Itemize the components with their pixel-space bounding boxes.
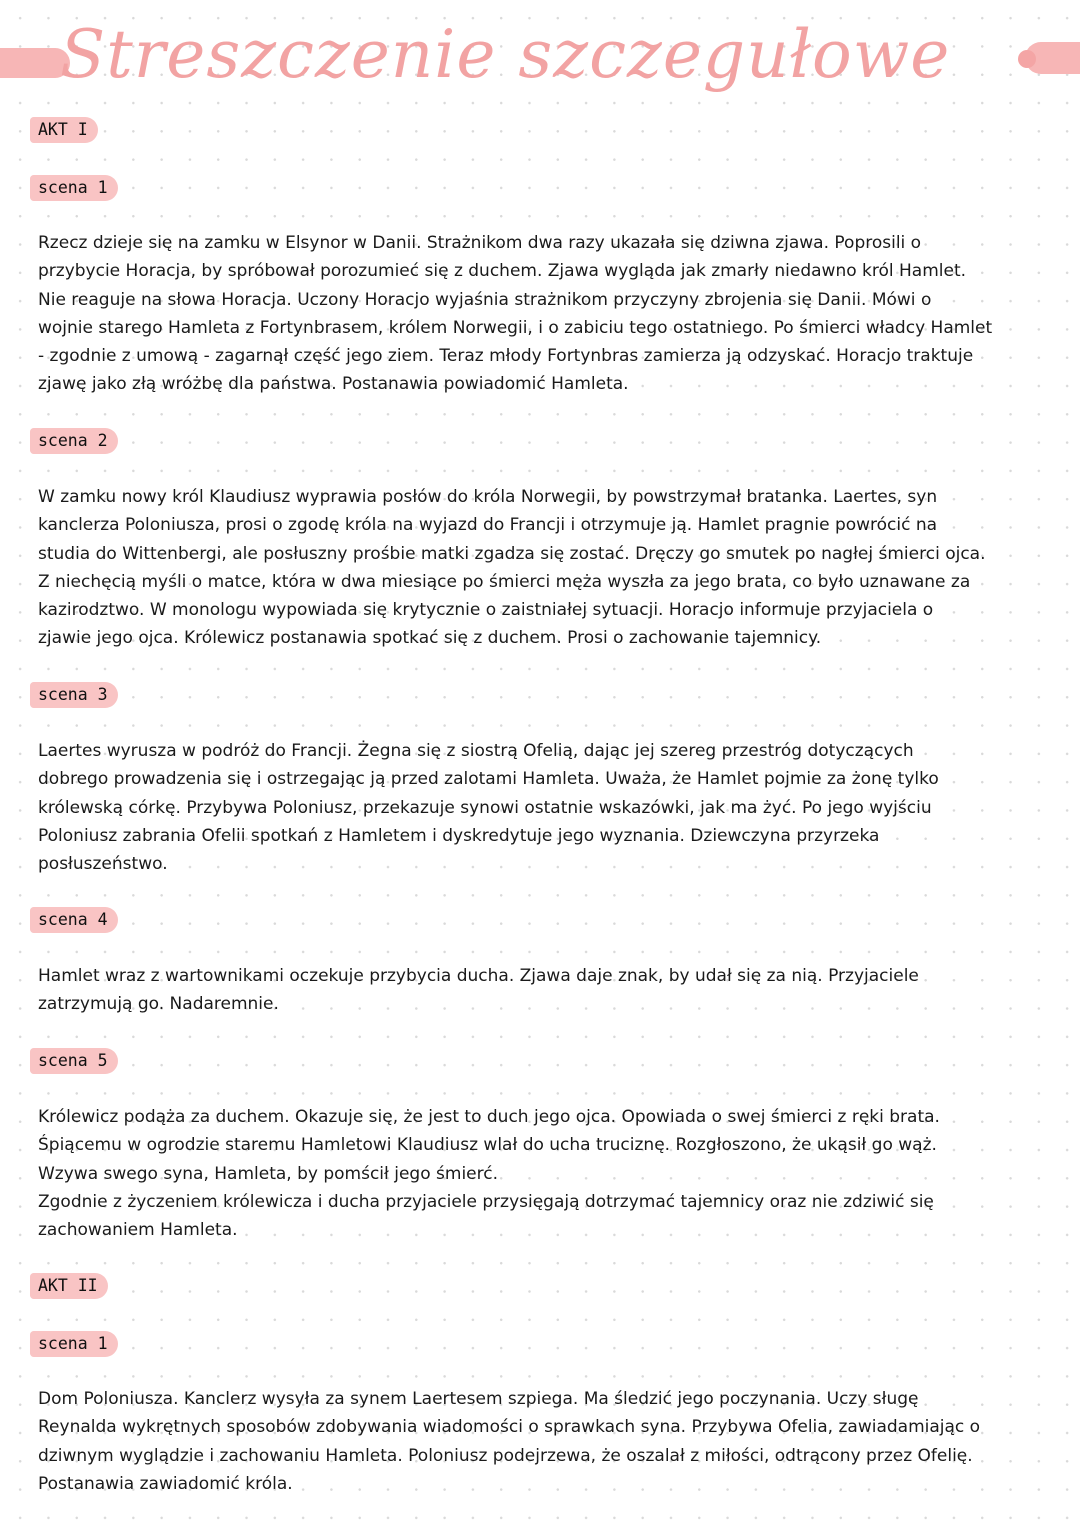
scene-heading: scena 1 bbox=[30, 1331, 118, 1357]
scene-summary: Królewicz podąża za duchem. Okazuje się, że jest to duch jego ojca. Opowiada o swej śmierci z ręki brata. Śpiącemu w ogrodzie staremu Hamletowi Klaudiusz wlał do ucha truciznę. Rozgłoszono, że ukąsił go wąż. Wzywa swego syna, Hamleta, by pomścił jego śmierć. Zgodnie z życzeniem królewicza i ducha przyjaciele przysięgają dotrzymać tajemnicy oraz nie zdziwić się zachowaniem Hamleta. bbox=[38, 1107, 940, 1241]
scene-summary: Laertes wyrusza w podróż do Francji. Żegna się z siostrą Ofelią, dając jej szereg przestróg dotyczących dobrego prowadzenia się i ostrzegając ją przed zalotami Hamleta. Uważa, że Hamlet pojmie za żonę tylko królewską córkę. Przybywa Poloniusz, przekazuje synowi ostatnie wskazówki, jak ma żyć. Po jego wyjściu Poloniusz zabrania Ofelii spotkań z Hamletem i dyskredytuje jego wyznania. Dziewczyna przyrzeka posłuszeństwo. bbox=[38, 741, 939, 875]
page-title: Streszczenie szczegułowe bbox=[60, 16, 951, 93]
scene-summary: Dom Poloniusza. Kanclerz wysyła za synem Laertesem szpiega. Ma śledzić jego poczynania. Uczy sługę Reynalda wykrętnych sposobów zdobywania wiadomości o sprawkach syna. Przybywa Ofelia, zawiadamiając o dziwnym wyglądzie i zachowaniu Hamleta. Poloniusz podejrzewa, że oszalał z miłości, odtrącony przez Ofelię. Postanawia zawiadomić króla. bbox=[38, 1389, 981, 1494]
title-decoration-dot bbox=[1018, 50, 1036, 68]
scene-heading: scena 2 bbox=[30, 428, 118, 454]
act-heading: AKT II bbox=[30, 1273, 108, 1299]
scene-heading: scena 5 bbox=[30, 1048, 118, 1074]
scene-heading: scena 1 bbox=[30, 175, 118, 201]
scene-heading: scena 3 bbox=[30, 682, 118, 708]
scene-heading: scena 4 bbox=[30, 907, 118, 933]
scene-summary: Rzecz dzieje się na zamku w Elsynor w Danii. Strażnikom dwa razy ukazała się dziwna zjawa. Poprosili o przybycie Horacja, by spróbował porozumieć się z duchem. Zjawa wygląda jak zmarły niedawno król Hamlet. Nie reaguje na słowa Horacja. Uczony Horacjo wyjaśnia strażnikom przyczyny zbrojenia się Danii. Mówi o wojnie starego Hamleta z Fortynbrasem, królem Norwegii, i o zabiciu tego ostatniego. Po śmierci władcy Hamlet - zgodnie z umową - zagarnął część jego ziem. Teraz młody Fortynbras zamierza ją odzyskać. Horacjo traktuje zjawę jako złą wróżbę dla państwa. Postanawia powiadomić Hamleta. bbox=[38, 233, 993, 395]
scene-summary: W zamku nowy król Klaudiusz wyprawia posłów do króla Norwegii, by powstrzymał bratanka. Laertes, syn kanclerza Poloniusza, prosi o zgodę króla na wyjazd do Francji i otrzymuje ją. Hamlet pragnie powrócić na studia do Wittenbergi, ale posłuszny prośbie matki zgadza się zostać. Dręczy go smutek po nagłej śmierci ojca. Z niechęcią myśli o matce, która w dwa miesiące po śmierci męża wyszła za jego brata, co było uznawane za kazirodztwo. W monologu wypowiada się krytycznie o zaistniałej sytuacji. Horacjo informuje przyjaciela o zjawie jego ojca. Królewicz postanawia spotkać się z duchem. Prosi o zachowanie tajemnicy. bbox=[38, 487, 986, 649]
scene-summary: Hamlet wraz z wartownikami oczekuje przybycia ducha. Zjawa daje znak, by udał się za nią. Przyjaciele zatrzymują go. Nadaremnie. bbox=[38, 966, 919, 1015]
act-heading: AKT I bbox=[30, 117, 98, 143]
